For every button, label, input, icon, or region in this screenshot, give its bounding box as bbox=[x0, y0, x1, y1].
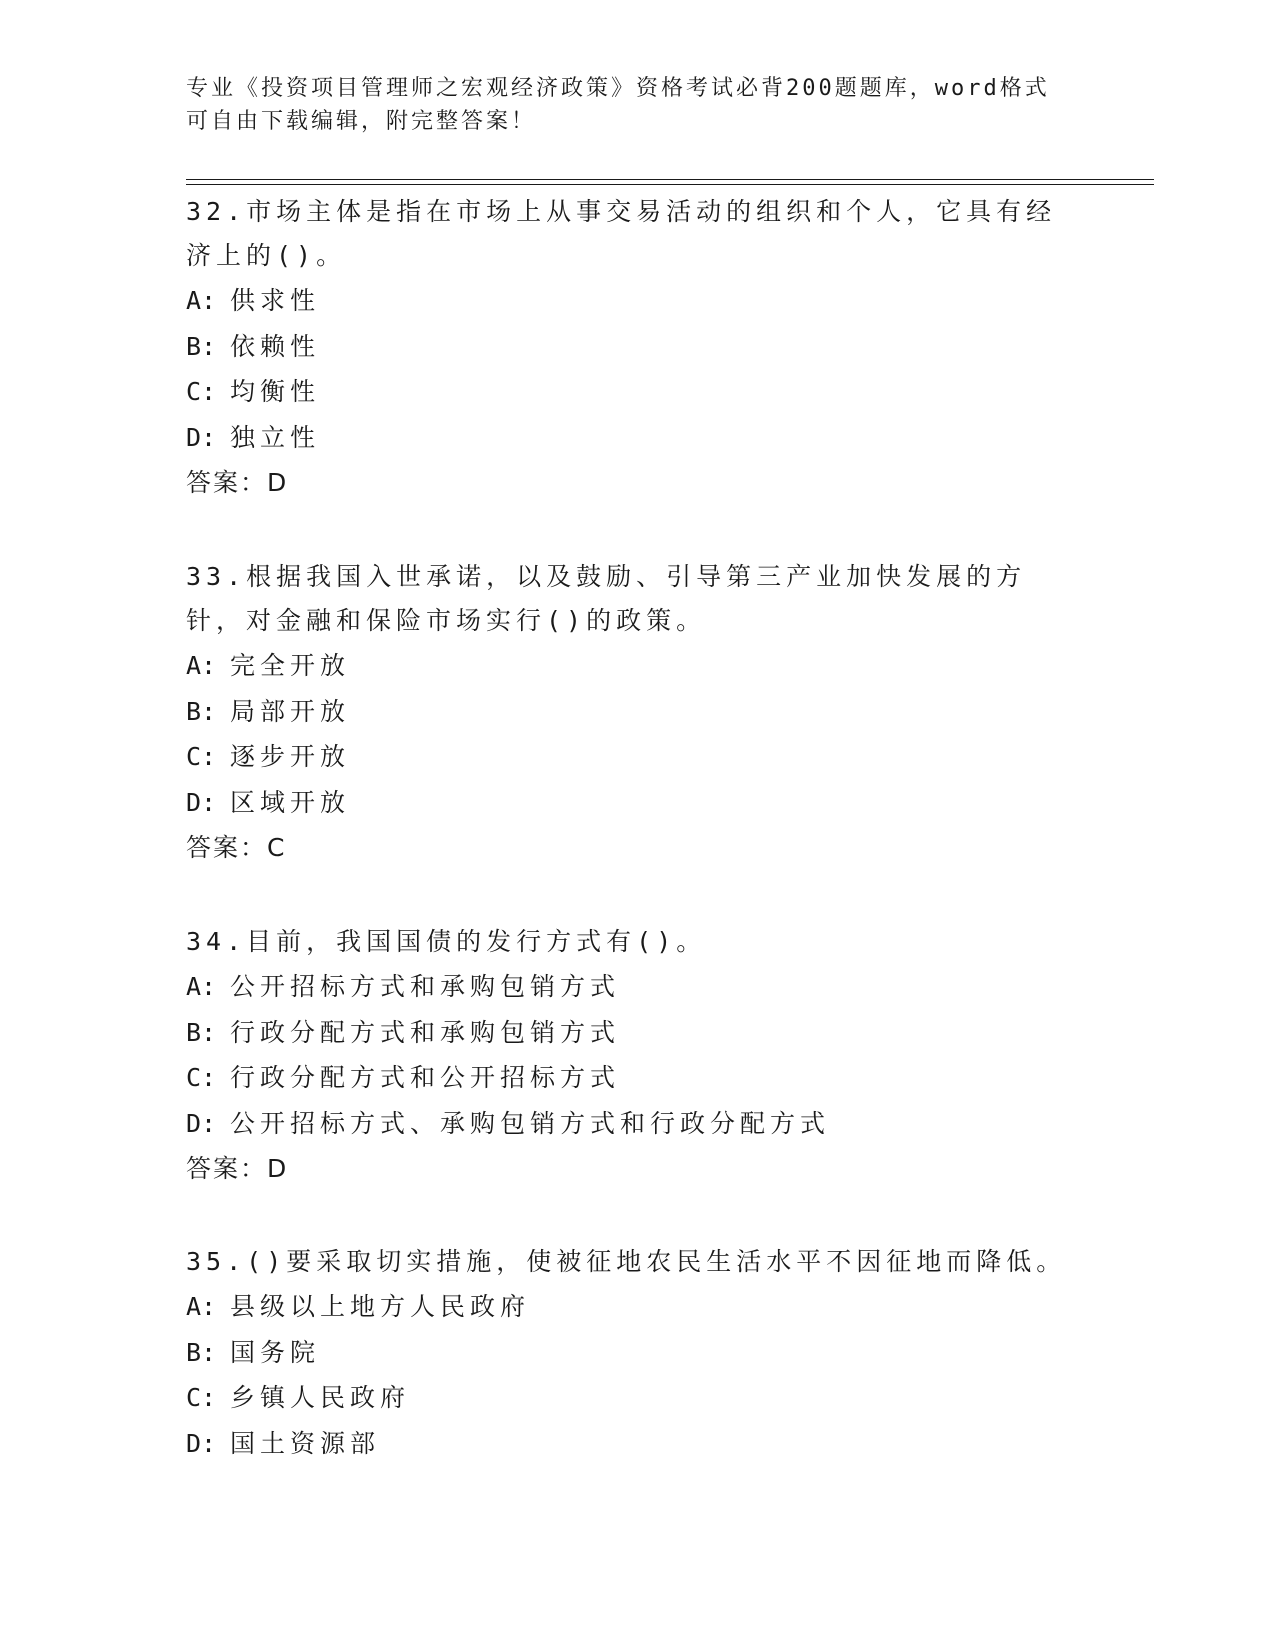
option-text: 供求性 bbox=[230, 286, 321, 315]
option-text: 独立性 bbox=[230, 422, 321, 452]
option-key: C: bbox=[186, 377, 217, 406]
question-35 bbox=[186, 1240, 1086, 1466]
option-key: A: bbox=[186, 651, 217, 680]
option-key: C: bbox=[186, 1383, 217, 1412]
option-text: 均衡性 bbox=[230, 377, 321, 406]
option-a bbox=[186, 278, 1086, 324]
option-b bbox=[186, 324, 1086, 370]
option-text: 国土资源部 bbox=[230, 1428, 381, 1458]
option-key: D: bbox=[186, 422, 217, 452]
option-text: 逐步开放 bbox=[230, 742, 351, 771]
option-key: A: bbox=[186, 1292, 217, 1321]
option-key: C: bbox=[186, 1063, 217, 1092]
option-key: B: bbox=[186, 1017, 217, 1047]
option-a bbox=[186, 643, 1086, 689]
answer-line: 答案：D bbox=[186, 1154, 289, 1183]
option-c bbox=[186, 734, 1086, 780]
option-text: 国务院 bbox=[230, 1337, 321, 1367]
option-key: B: bbox=[186, 1337, 217, 1367]
option-d bbox=[186, 780, 1086, 826]
option-key: D: bbox=[186, 1108, 217, 1138]
option-key: C: bbox=[186, 742, 217, 771]
option-key: D: bbox=[186, 787, 217, 817]
option-text: 行政分配方式和公开招标方式 bbox=[230, 1063, 621, 1092]
option-b bbox=[186, 689, 1086, 735]
option-b bbox=[186, 1010, 1086, 1056]
option-text: 依赖性 bbox=[230, 331, 321, 361]
question-stem: 34.目前，我国国债的发行方式有()。 bbox=[186, 927, 707, 956]
option-c bbox=[186, 1055, 1086, 1101]
option-key: A: bbox=[186, 286, 217, 315]
answer-line: 答案：C bbox=[186, 833, 287, 862]
header-divider-top bbox=[186, 179, 1154, 180]
option-key: A: bbox=[186, 972, 217, 1001]
option-d bbox=[186, 1421, 1086, 1467]
option-d bbox=[186, 415, 1086, 461]
option-text: 乡镇人民政府 bbox=[230, 1383, 411, 1412]
question-32 bbox=[186, 190, 1086, 506]
option-text: 县级以上地方人民政府 bbox=[230, 1292, 531, 1321]
option-key: B: bbox=[186, 696, 217, 726]
option-d bbox=[186, 1101, 1086, 1147]
option-key: D: bbox=[186, 1428, 217, 1458]
option-key: B: bbox=[186, 331, 217, 361]
option-text: 区域开放 bbox=[230, 787, 351, 817]
option-text: 行政分配方式和承购包销方式 bbox=[230, 1017, 621, 1047]
question-stem: 32.市场主体是指在市场上从事交易活动的组织和个人，它具有经济上的()。 bbox=[186, 197, 1057, 270]
question-stem: 33.根据我国入世承诺，以及鼓励、引导第三产业加快发展的方针，对金融和保险市场实行()的政策。 bbox=[186, 562, 1027, 635]
question-stem: 35.()要采取切实措施，使被征地农民生活水平不因征地而降低。 bbox=[186, 1247, 1067, 1276]
option-text: 公开招标方式和承购包销方式 bbox=[230, 972, 621, 1001]
option-text: 完全开放 bbox=[230, 651, 351, 680]
option-b bbox=[186, 1330, 1086, 1376]
document-header: 专业《投资项目管理师之宏观经济政策》资格考试必背200题题库，word格式可自由下载编辑，附完整答案！ bbox=[186, 76, 1050, 134]
option-text: 局部开放 bbox=[230, 696, 351, 726]
question-34 bbox=[186, 920, 1086, 1192]
option-c bbox=[186, 369, 1086, 415]
option-a bbox=[186, 964, 1086, 1010]
option-a bbox=[186, 1284, 1086, 1330]
option-text: 公开招标方式、承购包销方式和行政分配方式 bbox=[230, 1108, 831, 1138]
question-33 bbox=[186, 555, 1086, 871]
answer-line: 答案：D bbox=[186, 468, 289, 497]
option-c bbox=[186, 1375, 1086, 1421]
header-divider-bottom bbox=[186, 184, 1154, 185]
